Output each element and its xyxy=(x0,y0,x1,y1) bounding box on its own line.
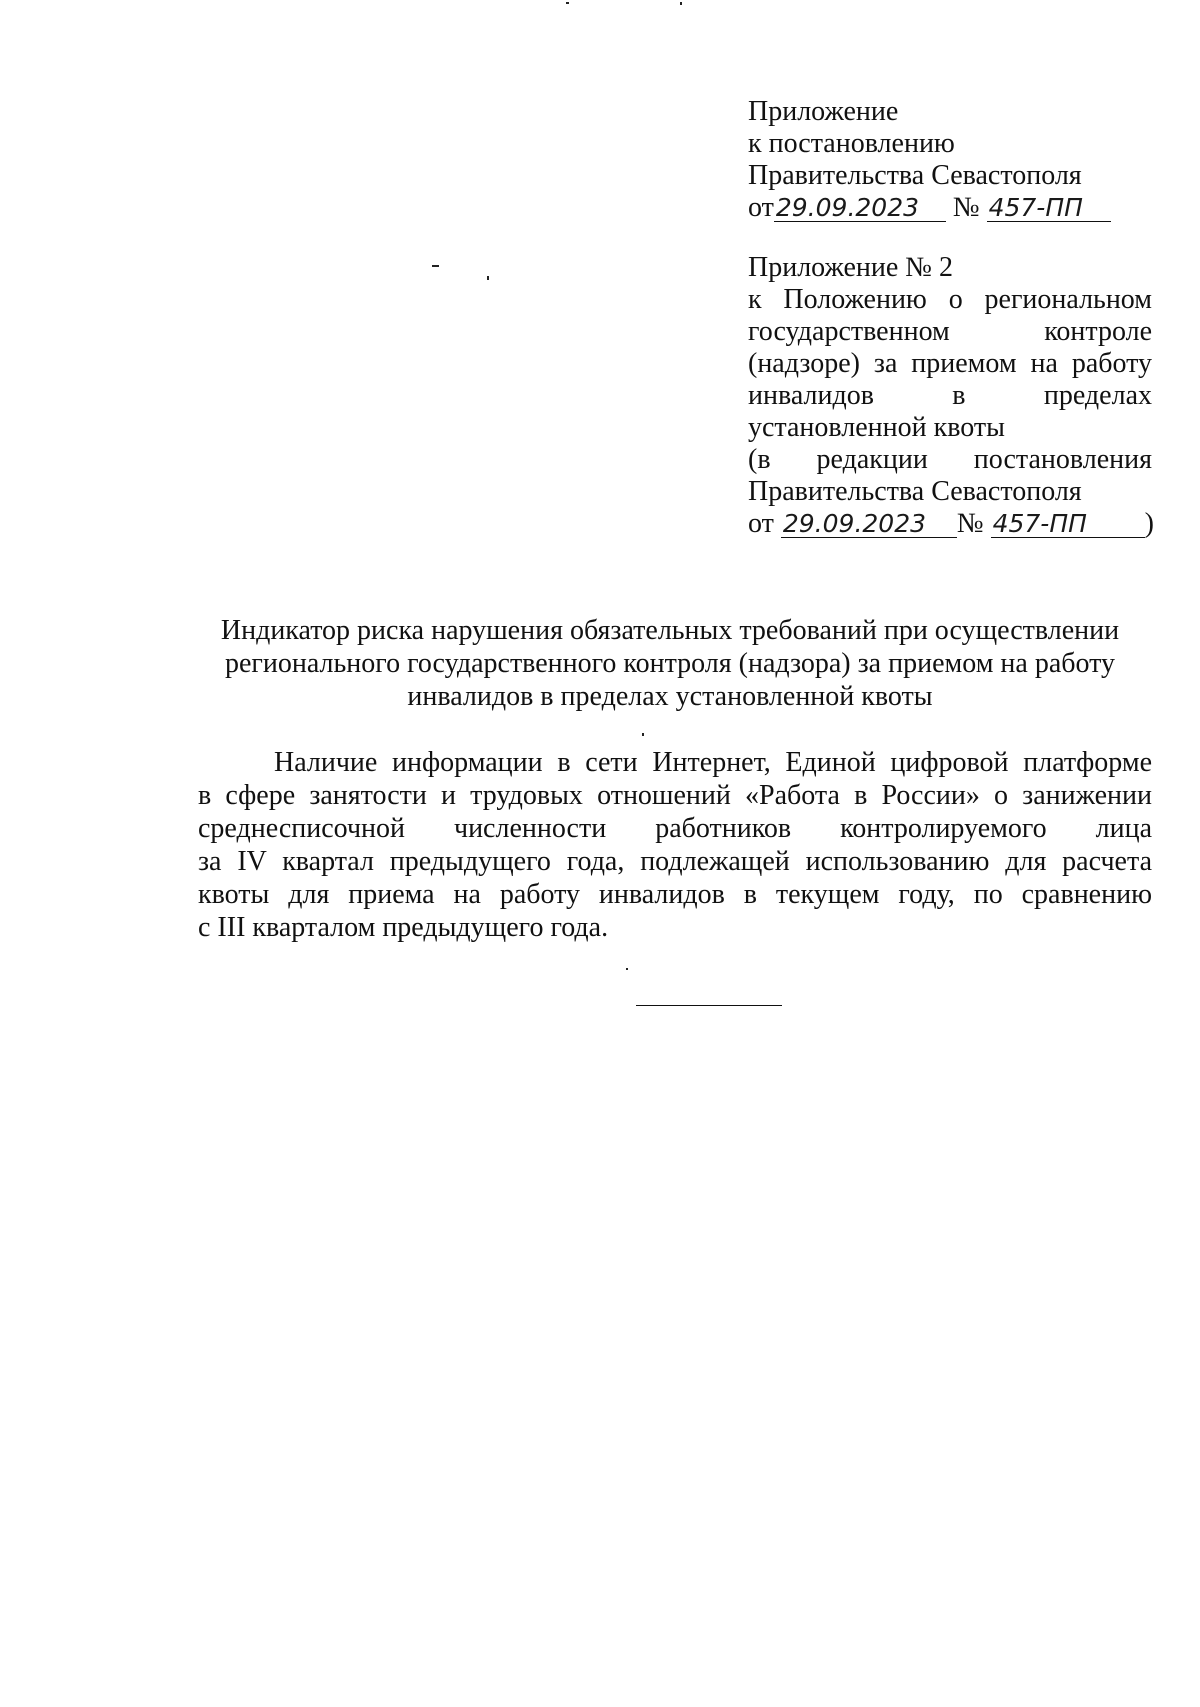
appendix-2-line: (в редакции постановления xyxy=(748,444,1152,475)
body-line: квоты для приема на работу инвалидов в текущем году, по сравнению xyxy=(198,879,1152,910)
handwritten-date: 29.09.2023 xyxy=(781,511,957,538)
scan-speck xyxy=(432,265,439,267)
number-label: № xyxy=(956,508,984,539)
scan-speck xyxy=(626,968,628,970)
scan-speck xyxy=(566,2,569,4)
body-line: в сфере занятости и трудовых отношений «Работа в России» о занижении xyxy=(198,780,1152,811)
handwritten-number: 457-ПП xyxy=(987,195,1111,222)
appendix-label: Приложение xyxy=(748,96,899,127)
body-paragraph xyxy=(198,746,1152,944)
appendix-2-header xyxy=(748,252,1152,540)
handwritten-date: 29.09.2023 xyxy=(774,195,946,222)
scan-speck xyxy=(680,2,682,5)
from-label: от xyxy=(748,192,774,223)
body-line: Наличие информации в сети Интернет, Единой цифровой платформе xyxy=(274,747,1152,778)
appendix-2-line: установленной квоты xyxy=(748,412,1005,443)
body-line: с III кварталом предыдущего года. xyxy=(198,912,609,943)
appendix-2-line: инвалидов в пределах xyxy=(748,380,1152,411)
handwritten-number: 457-ПП xyxy=(991,511,1145,538)
title-line: Индикатор риска нарушения обязательных требований при осуществлении xyxy=(220,615,1120,646)
number-label: № xyxy=(952,192,980,223)
appendix-header xyxy=(748,96,1152,224)
appendix-2-line: государственном контроле xyxy=(748,316,1152,347)
appendix-2-date-number-line xyxy=(748,508,1152,540)
title-line: инвалидов в пределах установленной квоты xyxy=(407,681,933,712)
closing-paren: ) xyxy=(1144,508,1154,539)
appendix-2-line: Правительства Севастополя xyxy=(748,476,1082,507)
scan-speck xyxy=(642,733,644,736)
appendix-date-number-line xyxy=(748,192,1152,224)
appendix-2-line: к Положению о региональном xyxy=(748,284,1152,315)
document-title xyxy=(190,614,1150,713)
appendix-government: Правительства Севастополя xyxy=(748,160,1082,191)
end-rule xyxy=(636,1005,782,1006)
body-line: среднесписочной численности работников контролируемого лица xyxy=(198,813,1152,844)
from-label: от xyxy=(748,508,774,539)
appendix-to-decree: к постановлению xyxy=(748,128,955,159)
appendix-2-line: (надзоре) за приемом на работу xyxy=(748,348,1152,379)
scan-speck xyxy=(487,276,489,280)
title-line: регионального государственного контроля (надзора) за приемом на работу xyxy=(225,648,1115,679)
body-line: за IV квартал предыдущего года, подлежащей использованию для расчета xyxy=(198,846,1152,877)
appendix-2-label: Приложение № 2 xyxy=(748,252,953,283)
